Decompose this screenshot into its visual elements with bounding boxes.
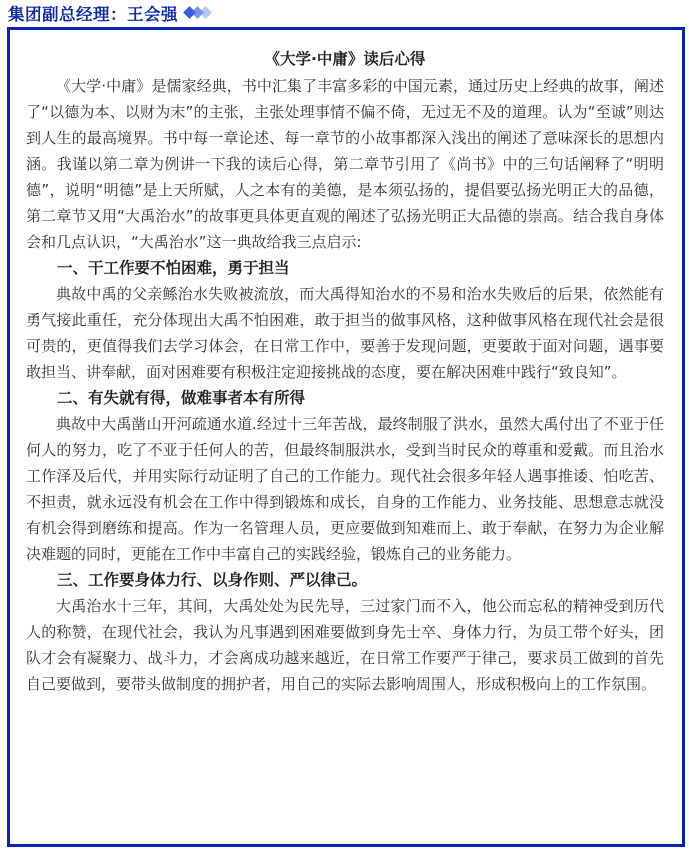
section-heading-1: 一、干工作要不怕困难，勇于担当 <box>57 259 290 277</box>
article-box <box>7 27 685 847</box>
section-body-1: 典故中禹的父亲鲧治水失败被流放，而大禹得知治水的不易和治水失败后的后果，依然能有勇气接此重任，充分体现出大禹不怕困难，敢于担当的做事风格，这种做事风格在现代社会是很可贵的，更值得我们去学习体会，在日常工作中，要善于发现问题，更要敢于面对问题，遇事要敢担当、讲奉献，面对困难要有积极注定迎接挑战的态度，要在解决困难中践行“致良知”。 <box>26 285 664 381</box>
section-body-3: 大禹治水十三年，其间，大禹处处为民先导，三过家门而不入，他公而忘私的精神受到历代人的称赞，在现代社会，我认为凡事遇到困难要做到身先士卒、身体力行，为员工带个好头，团队才会有凝聚力、战斗力，才会离成功越来越近，在日常工作要严于律己，要求员工做到的首先自己要做到，要带头做制度的拥护者，用自己的实际去影响周围人，形成积极向上的工作氛围。 <box>26 597 664 693</box>
author-title: 集团副总经理：王会强 <box>8 5 178 24</box>
section-heading-2: 二、有失就有得，做难事者本有所得 <box>57 389 306 407</box>
intro-paragraph: 《大学·中庸》是儒家经典，书中汇集了丰富多彩的中国元素，通过历史上经典的故事，阐述了“以德为本、以财为末”的主张，主张处理事情不偏不倚，无过无不及的道理。认为“至诚”则达到人生的最高境界。书中每一章论述、每一章节的小故事都深入浅出的阐述了意味深长的思想内涵。我谨以第二章为例讲一下我的读后心得，第二章节引用了《尚书》中的三句话阐释了“明明德”，说明“明德”是上天所赋，人之本有的美德，是本须弘扬的，提倡要弘扬光明正大的品德，第二章节又用“大禹治水”的故事更具体更直观的阐述了弘扬光明正大品德的崇高。结合我自身体会和几点认识，“大禹治水”这一典故给我三点启示: <box>26 77 664 251</box>
page-header <box>8 2 218 24</box>
section-body-2: 典故中大禹凿山开河疏通水道.经过十三年苦战，最终制服了洪水，虽然大禹付出了不亚于任何人的努力，吃了不亚于任何人的苦，但最终制服洪水，受到当时民众的尊重和爱戴。而且治水工作泽及后代，并用实际行动证明了自己的工作能力。现代社会很多年轻人遇事推诿、怕吃苦、不担责，就永远没有机会在工作中得到锻炼和成长，自身的工作能力、业务技能、思想意志就没有机会得到磨练和提高。作为一名管理人员，更应要做到知难而上、敢于奉献，在努力为企业解决难题的同时，更能在工作中丰富自己的实践经验，锻炼自己的业务能力。 <box>26 415 664 563</box>
article-title: 《大学·中庸》读后心得 <box>264 50 426 68</box>
section-heading-3: 三、工作要身体力行、以身作则、严以律己。 <box>57 571 368 589</box>
article-content <box>10 30 682 697</box>
triple-diamond-icon <box>184 6 218 20</box>
